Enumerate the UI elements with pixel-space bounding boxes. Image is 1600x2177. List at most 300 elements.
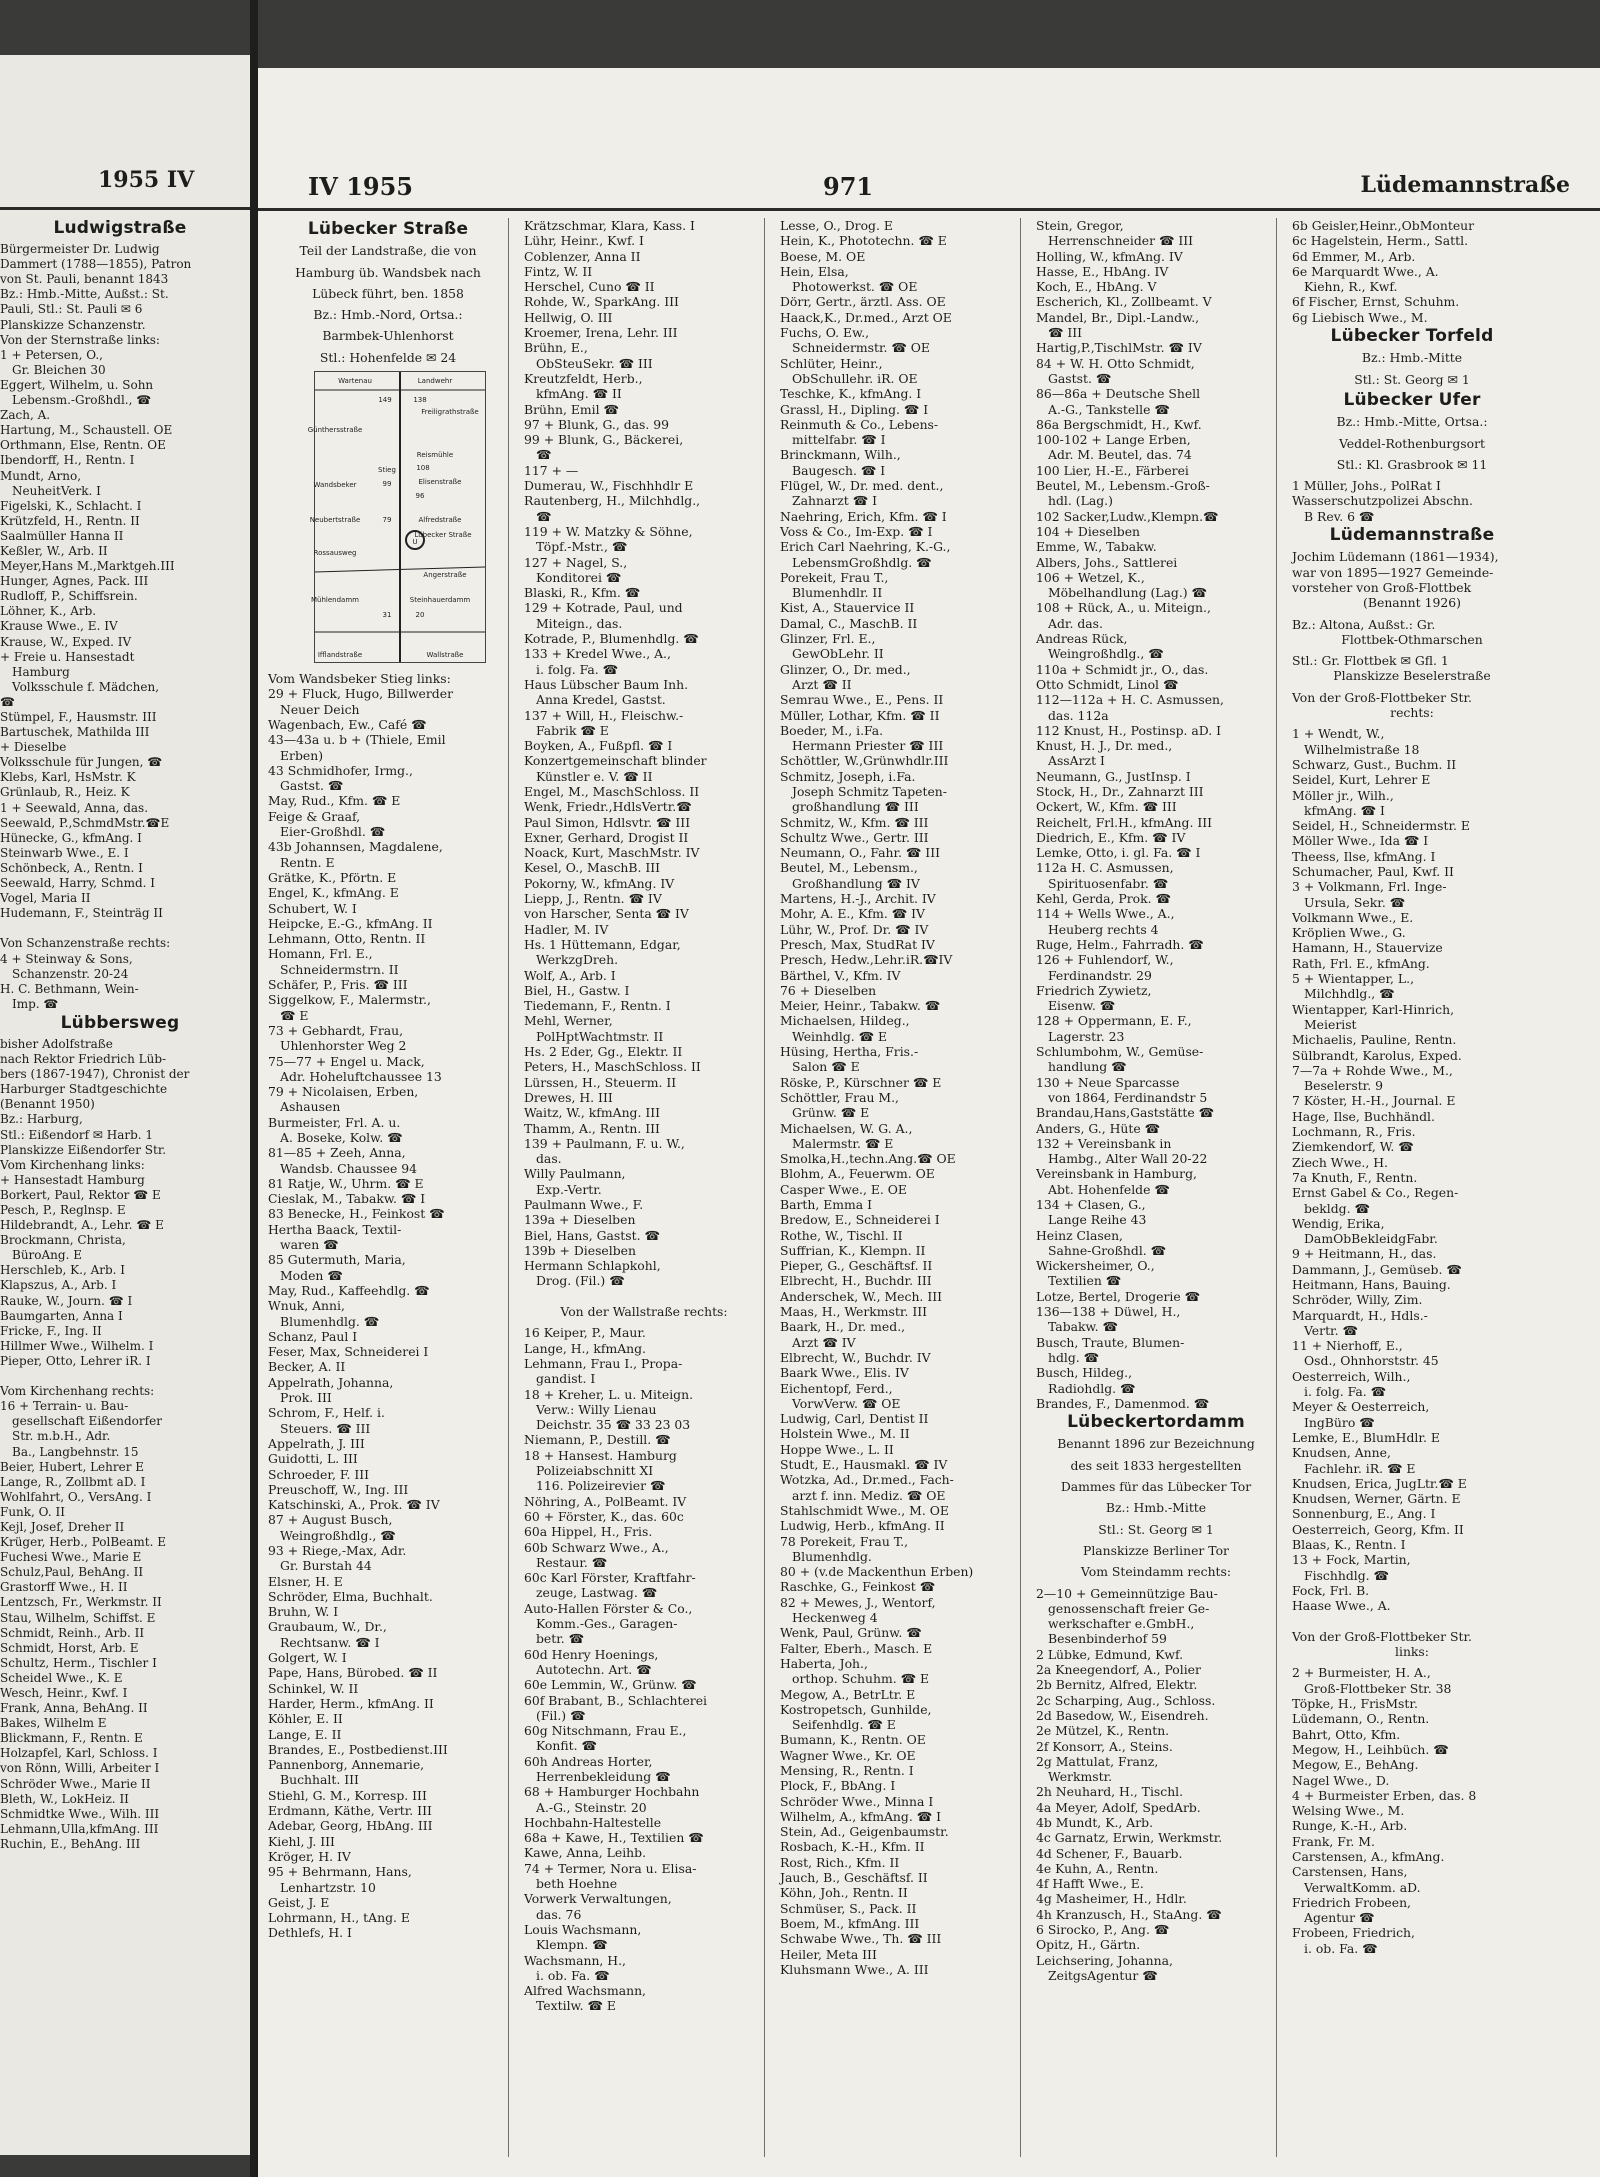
directory-entry: 6d Emmer, M., Arb. [1292,248,1416,264]
directory-entry: 18 + Hansest. Hamburg [524,1447,677,1463]
directory-entry: 4h Kranzusch, H., StaAng. ☎ [1036,1906,1222,1922]
directory-entry: Stein, Gregor, [1036,218,1124,233]
directory-entry: Leichsering, Johanna, [1036,1952,1173,1968]
directory-entry: 139b + Dieselben [524,1242,636,1258]
directory-entry: Carstensen, A., kfmAng. [1292,1848,1445,1864]
directory-entry: Boese, M. OE [780,248,866,264]
directory-entry: Wagner Wwe., Kr. OE [780,1747,916,1763]
directory-entry: Rothe, W., Tischl. II [780,1227,903,1243]
directory-entry: Str. m.b.H., Adr. [12,1429,111,1444]
directory-entry: Lange, H., kfmAng. [524,1340,647,1356]
directory-entry: 112 Knust, H., Postinsp. aD. I [1036,722,1222,738]
directory-entry: Grätke, K., Pförtn. E [268,869,397,885]
directory-entry: 2e Mützel, K., Rentn. [1036,1723,1170,1739]
directory-entry: Figelski, K., Schlacht. I [0,498,142,513]
directory-entry: Ziech Wwe., H. [1292,1154,1388,1170]
directory-entry: 110a + Schmidt jr., O., das. [1036,661,1209,677]
directory-entry: Pieper, G., Geschäftsf. II [780,1258,933,1274]
directory-entry: 3 + Volkmann, Frl. Inge- [1292,879,1447,895]
directory-entry: Buchhalt. III [280,1772,359,1788]
directory-entry: 74 + Termer, Nora u. Elisa- [524,1860,697,1876]
directory-entry: 1 Müller, Johs., PolRat I [1292,478,1441,494]
street-note: Barmbek-Uhlenhorst [322,328,454,344]
directory-entry: Siggelkow, F., Malermstr., [268,992,431,1008]
directory-entry: 16 Keiper, P., Maur. [524,1325,646,1341]
running-head-volume: IV 1955 [308,172,413,201]
directory-entry: Rohde, W., SparkAng. III [524,294,679,310]
directory-entry: Schmidt, Reinh., Arb. II [0,1625,145,1640]
directory-entry: Glinzer, O., Dr. med., [780,661,911,677]
street-note: Bz.: Hmb.-Mitte, Ortsa.: [1336,414,1488,430]
directory-entry: Michaelsen, Hildeg., [780,1013,910,1029]
directory-entry: 13 + Fock, Martin, [1292,1552,1411,1568]
directory-entry: Engel, K., kfmAng. E [268,885,399,901]
directory-entry [524,1289,764,1304]
directory-entry: Knudsen, Anne, [1292,1445,1391,1461]
directory-entry: 100-102 + Lange Erben, [1036,432,1191,448]
directory-entry: Konditorei ☎ [536,569,622,585]
directory-entry: 99 + Blunk, G., Bäckerei, [524,432,684,448]
directory-entry: Vereinsbank in Hamburg, [1036,1166,1197,1182]
directory-entry: GewObLehr. II [792,646,884,662]
directory-entry: 5 + Wientapper, L., [1292,971,1415,987]
directory-entry: Stiehl, G. M., Korresp. III [268,1787,427,1803]
directory-entry: Ockert, W., Kfm. ☎ III [1036,799,1177,815]
directory-entry: 4g Masheimer, H., Hdlr. [1036,1891,1187,1907]
directory-entry: Adr. Hoheluftchaussee 13 [280,1068,442,1084]
directory-entry: 1 + Wendt, W., [1292,726,1385,742]
directory-entry: Funk, O. II [0,1504,65,1519]
directory-entry: 93 + Riege,-Max, Adr. [268,1543,407,1558]
directory-entry: Heinz Clasen, [1036,1227,1123,1243]
directory-entry: B Rev. 6 ☎ [1304,508,1375,524]
directory-entry: Seifenhdlg. ☎ E [792,1717,896,1733]
directory-entry: Planskizze Eißendorfer Str. [0,1142,167,1157]
running-head [258,168,1600,211]
directory-entry: Radiohdlg. ☎ [1048,1380,1136,1396]
directory-entry: Opitz, H., Gärtn. [1036,1937,1141,1953]
directory-entry: 132 + Vereinsbank in [1036,1135,1172,1151]
directory-entry: 4d Schener, F., Bauarb. [1036,1845,1183,1861]
directory-entry: Hadler, M. IV [524,921,609,937]
directory-entry: Blaski, R., Kfm. ☎ [524,585,641,601]
directory-entry: Kroemer, Irena, Lehr. III [524,325,678,341]
street-note: links: [1395,1644,1429,1660]
directory-entry: Voss & Co., Im-Exp. ☎ I [780,523,933,539]
directory-entry: von 1864, Ferdinandstr 5 [1048,1089,1208,1105]
street-note: Stl.: Hohenfelde ✉ 24 [319,349,457,365]
street-note: Vom Steindamm rechts: [1080,1564,1232,1580]
directory-entry: arzt f. inn. Mediz. ☎ OE [792,1487,946,1503]
directory-entry: Agentur ☎ [1304,1910,1375,1926]
directory-entry: 6c Hagelstein, Herm., Sattl. [1292,233,1469,249]
directory-entry: 60h Andreas Horter, [524,1753,653,1769]
directory-entry: Thamm, A., Rentn. III [524,1120,660,1136]
directory-entry: Kotrade, P., Blumenhdlg. ☎ [524,631,699,647]
directory-entry: Klempn. ☎ [536,1937,608,1953]
directory-entry: Megow, E., BehAng. [1292,1757,1419,1773]
directory-entry: 4c Garnatz, Erwin, Werkmstr. [1036,1830,1223,1846]
directory-entry: Baumgarten, Anna I [0,1308,123,1323]
directory-entry: Fabrik ☎ E [536,722,609,738]
directory-entry: Erben) [280,747,324,763]
directory-entry: Megow, H., Leihbüch. ☎ [1292,1741,1449,1757]
directory-entry: Bruhn, W. I [268,1604,339,1620]
directory-entry: Wenk, Paul, Grünw. ☎ [780,1625,922,1641]
directory-entry: Semrau Wwe., E., Pens. II [780,692,944,708]
directory-entry: 139 + Paulmann, F. u. W., [524,1135,685,1151]
directory-entry: Bakes, Wilhelm E [0,1716,107,1731]
directory-entry: orthop. Schuhm. ☎ E [792,1671,930,1687]
directory-entry: Hein, Elsa, [780,263,849,279]
directory-entry: kfmAng. ☎ II [536,386,622,402]
directory-entry: 81 Ratje, W., Uhrm. ☎ E [268,1175,424,1191]
directory-entry: Heiler, Meta III [780,1946,877,1962]
directory-entry: 60b Schwarz Wwe., A., [524,1539,669,1555]
directory-entry: Töpf.-Mstr., ☎ [536,539,628,555]
left-header-rule [0,207,250,210]
directory-entry: Schulz,Paul, BehAng. II [0,1565,144,1580]
directory-entry: Schöttler, W.,Grünwhdlr.III [780,753,949,769]
directory-entry: A. Boseke, Kolw. ☎ [280,1129,403,1145]
directory-entry: Carstensen, Hans, [1292,1864,1408,1880]
directory-entry: 16 + Terrain- u. Bau- [0,1399,129,1414]
directory-entry: Stümpel, F., Hausmstr. III [0,710,157,724]
directory-entry: Borkert, Paul, Rektor ☎ E [0,1187,161,1202]
directory-entry: PolHptWachtmstr. II [536,1028,664,1044]
directory-entry: Auto-Hallen Förster & Co., [524,1600,693,1616]
directory-entry: Biel, Hans, Gastst. ☎ [524,1227,660,1243]
directory-entry: Weinhdlg. ☎ E [792,1028,888,1044]
directory-entry: Porekeit, Frau T., [780,569,889,585]
directory-entry: Martens, H.-J., Archit. IV [780,891,936,907]
directory-entry: 75—77 + Engel u. Mack, [268,1053,425,1069]
directory-entry: Wachsmann, H., [524,1952,626,1968]
directory-entry: 43 Schmidhofer, Irmg., [268,762,413,778]
directory-entry: 117 + — [524,462,579,478]
map-label: 79 [382,516,392,525]
directory-entry: Schanzenstr. 20-24 [12,966,129,981]
directory-entry: von Harscher, Senta ☎ IV [524,906,689,922]
directory-entry: Rentn. E [280,854,335,870]
directory-entry: Tabakw. ☎ [1048,1319,1118,1335]
directory-entry: Stl.: Gr. Flottbek ✉ Gfl. 1 [1292,653,1449,669]
directory-entry: Krätzschmar, Klara, Kass. I [524,218,695,233]
directory-entry: Willy Paulmann, [524,1166,626,1182]
directory-entry: bisher Adolfstraße [0,1036,113,1051]
street-heading: Lübbersweg [60,1012,180,1033]
directory-entry: Abt. Hohenfelde ☎ [1048,1181,1170,1197]
directory-entry: 6g Liebisch Wwe., M. [1292,309,1428,325]
directory-entry: 79 + Nicolaisen, Erben, [268,1084,419,1100]
directory-entry: Frobeen, Friedrich, [1292,1925,1415,1941]
directory-entry: Schröder, Elma, Buchhalt. [268,1588,433,1604]
map-label: 20 [415,611,425,620]
directory-entry: Feige & Graaf, [268,808,361,824]
directory-entry: Schröder, Willy, Zim. [1292,1292,1423,1308]
directory-entry: Schröder Wwe., Marie II [0,1776,151,1791]
directory-entry: Frank, Fr. M. [1292,1833,1375,1849]
directory-entry: + Hansestadt Hamburg [0,1172,145,1187]
directory-entry: Frank, Anna, BehAng. II [0,1701,148,1716]
directory-entry: Baugesch. ☎ I [792,462,886,478]
directory-entry: Keßler, W., Arb. II [0,543,108,558]
directory-entry: 4a Meyer, Adolf, SpedArb. [1036,1799,1201,1815]
directory-entry: Blumenhdlr. II [792,585,883,601]
directory-entry: Köhn, Joh., Rentn. II [780,1885,908,1901]
directory-entry: A.-G., Steinstr. 20 [536,1799,647,1815]
directory-entry: Lesse, O., Drog. E [780,218,893,233]
directory-entry: Elbrecht, W., Buchdr. IV [780,1349,931,1365]
directory-entry: Bleth, W., LokHeiz. II [0,1791,129,1806]
directory-entry: Hein, K., Phototechn. ☎ E [780,233,947,249]
directory-entry: 6f Fischer, Ernst, Schuhm. [1292,294,1460,310]
directory-entry: Waitz, W., kfmAng. III [524,1105,661,1121]
map-label: 149 [378,396,392,405]
directory-entry: Eier-Großhdl. ☎ [280,824,386,840]
directory-entry: 29 + Fluck, Hugo, Billwerder [268,686,453,702]
directory-entry: ObSteuSekr. ☎ III [536,355,653,371]
directory-entry: Zach, A. [0,408,51,423]
directory-entry: Holzapfel, Karl, Schloss. I [0,1746,158,1761]
directory-entry: Beutel, M., Lebensm.-Groß- [1036,478,1210,494]
directory-entry: Möller jr., Wilh., [1292,787,1394,803]
directory-entry: Holling, W., kfmAng. IV [1036,248,1183,264]
directory-entry: Wolf, A., Arb. I [524,967,616,983]
directory-entry: 2f Konsorr, A., Steins. [1036,1738,1173,1754]
directory-entry: Brinckmann, Wilh., [780,447,901,463]
directory-entry: Boyken, A., Fußpfl. ☎ I [524,738,673,754]
directory-entry: Anna Kredel, Gastst. [536,692,666,708]
directory-entry: Andreas Rück, [1036,631,1128,647]
directory-entry: Groß-Flottbeker Str. 38 [1304,1680,1452,1696]
directory-entry: Becker, A. II [268,1359,346,1375]
directory-entry: Wendig, Erika, [1292,1215,1385,1231]
directory-entry: Ibendorff, H., Rentn. I [0,453,135,468]
directory-entry: Miteign., das. [536,615,623,631]
street-note: Planskizze Beselerstraße [1333,668,1491,684]
street-note: Bz.: Hmb.-Mitte [1361,350,1463,366]
directory-entry: Rost, Rich., Kfm. II [780,1854,900,1870]
directory-entry: 104 + Dieselben [1036,523,1141,539]
directory-entry: ObSchullehr. iR. OE [792,370,918,386]
directory-entry: Elbrecht, H., Buchdr. III [780,1273,932,1289]
directory-entry: Noack, Kurt, MaschMstr. IV [524,845,700,861]
street-note: des seit 1833 hergestellten [1070,1457,1242,1473]
directory-entry: Harder, Herm., kfmAng. II [268,1695,434,1711]
directory-entry: Coblenzer, Anna II [524,248,641,264]
directory-entry: Michaelsen, W. G. A., [780,1120,913,1136]
directory-entry: das. [536,1151,562,1167]
directory-entry: Seewald, Harry, Schmd. I [0,876,156,891]
directory-entry: Elsner, H. E [268,1573,343,1589]
directory-entry: 112—112a + H. C. Asmussen, [1036,692,1224,708]
directory-entry: Steinwarb Wwe., E. I [0,845,129,860]
directory-entry: 68 + Hamburger Hochbahn [524,1784,700,1800]
directory-entry: Graubaum, W., Dr., [268,1619,387,1635]
map-label: Steinhauerdamm [409,596,471,605]
directory-entry: 6e Marquardt Wwe., A. [1292,263,1439,279]
directory-entry: (Benannt 1950) [0,1097,95,1112]
directory-entry: 86—86a + Deutsche Shell [1036,386,1201,402]
directory-entry: 4 + Burmeister Erben, das. 8 [1292,1787,1477,1803]
directory-entry: 4b Mundt, K., Arb. [1036,1814,1154,1830]
directory-entry: Knust, H. J., Dr. med., [1036,738,1173,754]
directory-entry: Ashausen [280,1099,341,1115]
directory-entry: gesellschaft Eißendorfer [12,1414,162,1429]
map-label: 96 [415,492,425,501]
directory-entry: 7 Köster, H.-H., Journal. E [1292,1093,1456,1109]
directory-entry [1292,1614,1532,1629]
directory-entry: VerwaltKomm. aD. [1304,1879,1421,1895]
directory-entry: Megow, A., BetrLtr. E [780,1686,916,1702]
directory-entry: 2g Mattulat, Franz, [1036,1753,1159,1769]
directory-entry: Eggert, Wilhelm, u. Sohn [0,377,154,392]
directory-entry: IngBüro ☎ [1304,1414,1375,1430]
directory-entry: Osd., Ohnhorststr. 45 [1304,1353,1439,1369]
directory-entry: Saalmüller Hanna II [0,528,124,543]
directory-entry: Schmüser, S., Pack. II [780,1900,917,1916]
directory-entry: 126 + Fuhlendorf, W., [1036,952,1174,968]
directory-entry: 95 + Behrmann, Hans, [268,1864,412,1880]
directory-entry: Theess, Ilse, kfmAng. I [1292,848,1436,864]
page-number: 971 [823,172,874,201]
directory-entry: 85 Gutermuth, Maria, [268,1252,406,1268]
directory-entry: Kröplien Wwe., G. [1292,925,1406,941]
directory-entry: Michaelis, Pauline, Rentn. [1292,1032,1457,1048]
directory-entry: Fricke, F., Ing. II [0,1323,102,1338]
directory-entry: Gr. Burstah 44 [280,1558,372,1574]
directory-entry: 108 + Rück, A., u. Miteign., [1036,600,1211,616]
directory-entry: Hermann Schlapkohl, [524,1258,661,1274]
directory-column-1 [268,218,509,2157]
directory-entry: 7—7a + Rohde Wwe., M., [1292,1062,1453,1078]
directory-entry: ☎ III [1048,325,1083,341]
directory-entry: Schroeder, F. III [268,1466,370,1482]
directory-entry: Müller, Lothar, Kfm. ☎ II [780,707,940,723]
directory-entry: Grassl, H., Dipling. ☎ I [780,401,929,417]
directory-entry: Bärthel, V., Kfm. IV [780,967,901,983]
directory-entry: genossenschaft freier Ge- [1048,1600,1210,1616]
directory-entry: hdl. (Lag.) [1048,493,1113,509]
directory-entry: Seidel, Kurt, Lehrer E [1292,772,1431,788]
directory-entry: Spirituosenfabr. ☎ [1048,875,1169,891]
directory-entry: Wilhelmistraße 18 [1304,741,1420,757]
directory-entry: Schmitz, Joseph, i.Fa. [780,768,916,784]
directory-entry: WerkzgDreh. [536,952,619,968]
directory-entry: Reinmuth & Co., Lebens- [780,416,939,432]
map-label: Mühlendamm [311,596,359,605]
directory-entry: Krützfeld, H., Rentn. II [0,513,140,528]
directory-entry: Vogel, Maria II [0,891,91,906]
directory-entry: Wasserschutzpolizei Abschn. [1292,493,1473,509]
directory-entry: Adr. M. Beutel, das. 74 [1048,447,1192,463]
directory-entry: 4e Kuhn, A., Rentn. [1036,1860,1159,1876]
directory-entry: Lentzsch, Fr., Werkmstr. II [0,1595,162,1610]
directory-entry: Escherich, Kl., Zollbeamt. V [1036,294,1212,310]
street-note: Stl.: St. Georg ✉ 1 [1098,1521,1214,1537]
directory-entry: Damal, C., MaschB. II [780,615,918,631]
directory-entry: Cieslak, M., Tabakw. ☎ I [268,1191,426,1207]
directory-entry: Seewald, P.,SchmdMstr.☎E [0,815,170,830]
directory-entry: 129 + Kotrade, Paul, und [524,600,683,616]
directory-entry: BüroAng. E [12,1248,82,1263]
directory-entry: Zahnarzt ☎ I [792,493,877,509]
directory-entry: Friedrich Frobeen, [1292,1894,1411,1910]
directory-entry: Verw.: Willy Lienau [536,1401,657,1417]
street-heading: Lüdemannstraße [1329,525,1495,546]
directory-entry: Uhlenhorster Weg 2 [280,1038,407,1054]
street-note: Bz.: Hmb.-Mitte [1105,1500,1207,1516]
directory-entry: Gr. Bleichen 30 [12,362,106,377]
directory-entry: Glinzer, Frl. E., [780,631,876,647]
map-label: Elisenstraße [418,478,462,487]
directory-entry: Schäfer, P., Fris. ☎ III [268,977,408,993]
directory-entry: 60 + Förster, K., das. 60c [524,1508,684,1524]
directory-entry: LebensmGroßhdlg. ☎ [792,554,932,570]
directory-entry: Exp.-Vertr. [536,1181,602,1197]
directory-entry: Planskizze Schanzenstr. [0,317,146,332]
directory-entry: Lange, R., Zollbmt aD. I [0,1474,146,1489]
directory-entry: 2 Lübke, Edmund, Kwf. [1036,1646,1184,1662]
directory-entry: Anderschek, W., Mech. III [780,1288,942,1304]
directory-entry: Bredow, E., Schneiderei I [780,1212,940,1228]
directory-entry: Fuchs, O. Ew., [780,325,870,341]
directory-entry: Bz.: Hmb.-Mitte, Außst.: St. [0,287,169,302]
directory-entry: Neuer Deich [280,701,360,717]
directory-entry: Harburger Stadtgeschichte [0,1082,168,1097]
directory-entry: 83 Benecke, H., Feinkost ☎ [268,1206,445,1222]
directory-entry: Hs. 2 Eder, Gg., Elektr. II [524,1044,683,1060]
map-label: 108 [416,464,430,473]
directory-entry: 2h Neuhard, H., Tischl. [1036,1784,1184,1800]
directory-entry: 87 + August Busch, [268,1512,393,1528]
directory-entry: Feser, Max, Schneiderei I [268,1344,429,1360]
directory-entry: i. folg. Fa. ☎ [1304,1384,1387,1400]
street-heading: Lübecker Torfeld [1330,326,1494,347]
map-label: 138 [413,396,427,405]
directory-entry: Volksschule für Jungen, ☎ [0,755,163,770]
directory-entry: 7a Knuth, F., Rentn. [1292,1169,1418,1185]
directory-entry: Hüsing, Hertha, Fris.- [780,1044,919,1060]
directory-entry: großhandlung ☎ III [792,799,919,815]
directory-entry: 137 + Will, H., Fleischw.- [524,707,684,723]
directory-entry: 86a Bergschmidt, H., Kwf. [1036,416,1202,432]
directory-entry: i. ob. Fa. ☎ [536,1967,610,1983]
directory-entry: Wilhelm, A., kfmAng. ☎ I [780,1808,941,1824]
directory-entry: 6b Geisler,Heinr.,ObMonteur [1292,218,1475,233]
directory-entry: Knudsen, Erica, JugLtr.☎ E [1292,1475,1467,1491]
directory-entry: Hünecke, G., kfmAng. I [0,830,142,845]
directory-entry: Naehring, Erich, Kfm. ☎ I [780,508,947,524]
directory-entry: Brandes, E., Postbedienst.III [268,1741,448,1757]
directory-entry: Lenhartzstr. 10 [280,1879,376,1895]
directory-entry: Restaur. ☎ [536,1554,608,1570]
street-note: Hamburg üb. Wandsbek nach [295,264,481,280]
directory-entry: Fuchesi Wwe., Marie E [0,1550,142,1565]
street-map-sketch [307,371,486,663]
directory-entry: Vom Kirchenhang links: [0,1157,145,1172]
directory-entry: Kehl, Gerda, Prok. ☎ [1036,891,1171,907]
directory-entry: 4 + Steinway & Sons, [0,951,133,966]
directory-entry: Paul Simon, Hdlsvtr. ☎ III [524,814,691,830]
directory-entry: das. 76 [536,1906,582,1922]
directory-entry: Hambg., Alter Wall 20-22 [1048,1151,1208,1167]
running-head-street: Lüdemannstraße [1360,172,1570,198]
directory-entry: Lange, E. II [268,1726,342,1742]
directory-entry: 127 + Nagel, S., [524,554,628,570]
directory-entry: kfmAng. ☎ I [1304,802,1385,818]
